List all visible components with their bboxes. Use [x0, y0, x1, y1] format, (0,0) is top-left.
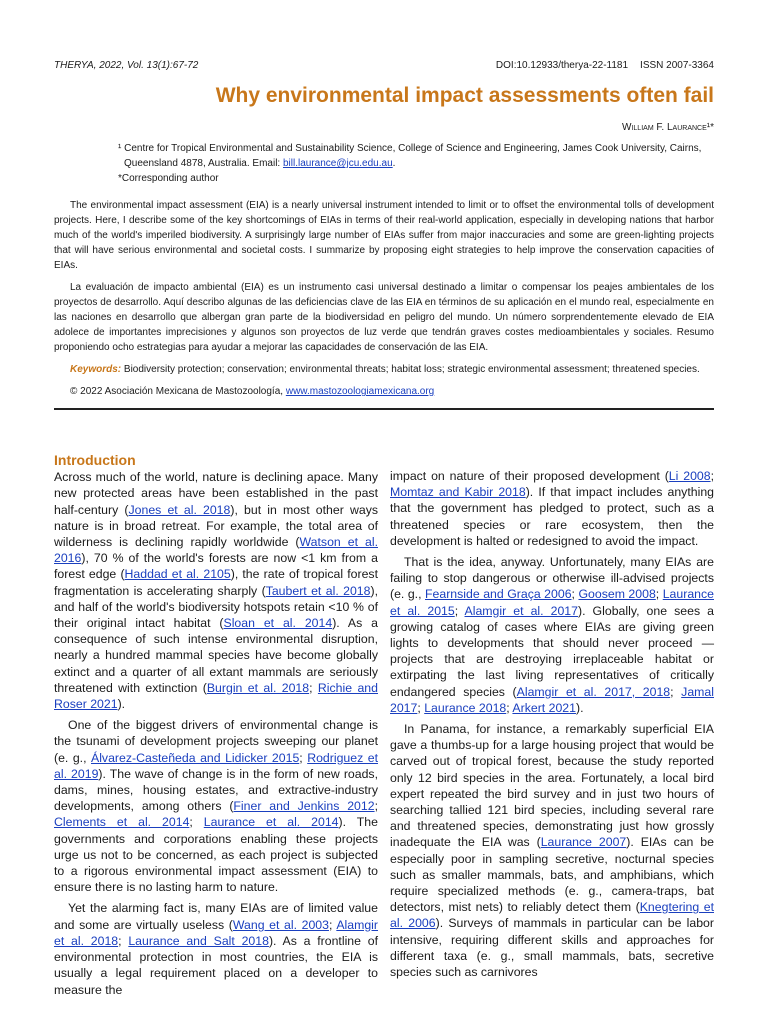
paragraph-text: ;: [670, 684, 682, 699]
citation-link[interactable]: Clements et al. 2014: [54, 815, 190, 830]
author-line: William F. Laurance¹*: [622, 122, 714, 133]
paragraph-text: ;: [189, 815, 204, 830]
citation-link[interactable]: Haddad et al. 2105: [124, 567, 231, 582]
paragraph-text: ;: [454, 603, 465, 618]
paragraph-text: ). EIAs can be especially poor in sampling secretive, nocturnal species such as smaller mammals, bats, and amphibians, which require specialized methods (e. g., camera-traps, bat detectors, mist nets) to reliably detect them (: [390, 835, 714, 915]
paragraph-text: ;: [655, 587, 663, 602]
paragraph-text: ;: [299, 750, 308, 765]
paragraph: [390, 468, 714, 549]
keywords-text: Biodiversity protection; conservation; environmental threats; habitat loss; strategic environmental assessment; threatened species.: [121, 364, 700, 375]
paragraph: [390, 721, 714, 980]
paragraph-text: Yet the alarming fact is, many EIAs are of limited value and some are virtually useless (: [54, 901, 378, 932]
citation-link[interactable]: Taubert et al. 2018: [265, 583, 371, 598]
paragraph-text: ). If that impact includes anything that the government has pledged to protect, such as a threatened species or rare ecosystem, then the development is halted or redesigned to avoid the impact.: [390, 485, 714, 548]
paragraph-text: ;: [374, 799, 378, 814]
paragraph: [390, 554, 714, 716]
keywords-label: Keywords:: [70, 364, 122, 375]
corresponding-author: *Corresponding author: [118, 173, 219, 184]
journal-citation: THERYA, 2022, Vol. 13(1):67-72: [54, 60, 199, 71]
paragraph-text: impact on nature of their proposed development (: [390, 469, 669, 483]
doi-issn: [496, 60, 714, 71]
paragraph-text: ;: [417, 700, 425, 715]
citation-link[interactable]: Watson et al. 2016: [54, 535, 378, 566]
paragraph-text: ). As a frontline of environmental protection in most countries, the EIA is usually a legal requirement placed on a developer to measure the: [54, 933, 378, 997]
keywords: [54, 362, 714, 377]
paragraph-text: ). The wave of change is in the form of new roads, dams, mines, housing estates, and extractive-industry developments, among others (: [54, 766, 378, 814]
citation-link[interactable]: Sloan et al. 2014: [223, 616, 333, 631]
issn: ISSN 2007-3364: [640, 60, 714, 71]
citation-link[interactable]: Momtaz and Kabir 2018: [390, 485, 526, 500]
paragraph-text: That is the idea, anyway. Unfortunately, many EIAs are failing to stop dangerous or otherwise ill-advised projects (e. g.,: [390, 555, 714, 602]
citation-link[interactable]: Richie and Roser 2021: [54, 680, 378, 712]
paragraph-text: ;: [118, 933, 129, 948]
paragraph-text: ). As a consequence of such intense environmental disruption, nearly a hundred mammal species have become globally extinct and a quarter of all extant mammals are seriously threatened with extinction (: [54, 616, 378, 695]
paragraph-text: ;: [710, 469, 715, 483]
affiliation-line-2: Queensland 4878, Australia. Email: bill.laurance@jcu.edu.au.: [124, 158, 396, 169]
citation-link[interactable]: Alamgir et al. 2017: [464, 603, 578, 618]
citation-link[interactable]: Burgin et al. 2018: [206, 680, 310, 695]
citation-link[interactable]: Álvarez-Casteñeda and Lidicker 2015: [91, 750, 300, 765]
citation-link[interactable]: Laurance 2007: [540, 835, 627, 850]
column-left: [54, 452, 378, 1003]
paragraph-text: ), 70 % of the world's forests are now <1 km from a forest edge (: [54, 551, 378, 582]
paragraph-text: ). Surveys of mammals in particular can be labor intensive, requiring different skills and approaches for different taxa (e. g., small mammals, bats, secretive species such as carnivores: [390, 916, 714, 980]
citation-link[interactable]: Jones et al. 2018: [128, 502, 231, 517]
section-title: Introduction: [54, 452, 136, 468]
citation-link[interactable]: Laurance and Salt 2018: [128, 933, 269, 948]
citation-link[interactable]: Arkert 2021: [512, 700, 576, 715]
paragraph-text: ).: [576, 700, 584, 715]
citation-link[interactable]: Goosem 2008: [578, 587, 656, 602]
paragraph-text: One of the biggest drivers of environmental change is the tsunami of development projects sweeping our planet (e. g.,: [54, 718, 378, 765]
citation-link[interactable]: Alamgir et al. 2018: [54, 917, 379, 948]
citation-link[interactable]: Knegtering et al. 2006: [390, 900, 714, 931]
doi: DOI:10.12933/therya-22-1181: [495, 60, 629, 71]
citation-link[interactable]: Rodriguez et al. 2019: [54, 750, 378, 781]
society-link[interactable]: www.mastozoologiamexicana.org: [285, 386, 435, 397]
header-divider: [54, 408, 714, 410]
affiliation-line-1: ¹ Centre for Tropical Environmental and Sustainability Science, College of Science and Engineering, James Cook University, Cairns,: [118, 143, 702, 154]
citation-link[interactable]: Wang et al. 2003: [232, 917, 329, 932]
paragraph: [54, 717, 378, 895]
citation-link[interactable]: Laurance et al. 2015: [390, 587, 714, 618]
citation-link[interactable]: Fearnside and Graça 2006: [425, 587, 572, 602]
citation-link[interactable]: Jamal 2017: [390, 684, 714, 715]
paragraph-text: ;: [328, 917, 337, 932]
email-link[interactable]: bill.laurance@jcu.edu.au: [282, 158, 393, 169]
citation-link[interactable]: Li 2008: [668, 469, 711, 483]
paragraph-text: In Panama, for instance, a remarkably superficial EIA gave a thumbs-up for a large housing project that would be carved out of tropical forest, because the study reported only 12 bird species in the area. Fortunately, a local bird expert repeated the bird survey and in just two hours of searching tallied 121 bird species, including several rare and threatened species, demonstrating just how grossly inadequate the EIA was (: [390, 722, 714, 850]
paragraph: [54, 900, 378, 997]
copyright: © 2022 Asociación Mexicana de Mastozoología, www.mastozoologiamexicana.org: [70, 386, 435, 397]
paragraph-text: ), and half of the world's biodiversity hotspots retain <10 % of their original intact habitat (: [54, 583, 378, 631]
citation-link[interactable]: Alamgir et al. 2017, 2018: [516, 684, 671, 699]
paragraph-text: ), but in most other ways nature is in broad retreat. For example, the total area of wilderness is declining rapidly worldwide (: [54, 502, 378, 550]
paragraph-text: ).: [117, 697, 126, 712]
abstract-english: The environmental impact assessment (EIA) is a nearly universal instrument intended to limit or to offset the environmental tolls of development projects. Here, I describe some of the key shortcomings of EIAs in terms of their real-world application, especially in developing nations that harbor much of the world's imperiled biodiversity. A surprisingly large number of EIAs suffer from major inaccuracies and some are green-lighting projects that will have serious environmental and societal costs. I summarize by proposing eight strategies to help improve the conservation capacities of EIAs.: [54, 200, 714, 271]
paragraph-text: ;: [571, 587, 579, 602]
affiliation: [118, 141, 714, 186]
paragraph: [54, 469, 378, 712]
abstract-spanish: La evaluación de impacto ambiental (EIA) es un instrumento casi universal destinado a limitar o compensar los peajes ambientales de los proyectos de desarrollo. Aquí describo algunas de las deficiencias clave de las EIA en términos de su aplicación en el mundo real, especialmente en las naciones en desarrollo que albergan gran parte de la biodiversidad en peligro del mundo. Un número sorprendentemente elevado de EIA adolece de importantes imprecisiones y algunos son proyectos de luz verde que tendrán graves costes medioambientales y sociales. Resumo proponiendo ocho estrategias para ayudar a mejorar las capacidades de conservación de las EIA.: [54, 282, 714, 353]
paragraph-text: ), the rate of tropical forest fragmentation is accelerating sharply (: [54, 567, 378, 598]
paragraph-text: ). Globally, one sees a growing catalog of cases where EIAs are giving green lights to developments that should never proceed — projects that are destroying irreplaceable habitat or extirpating the last living representatives of critically endangered species (: [390, 603, 714, 699]
citation-link[interactable]: Laurance 2018: [424, 700, 507, 715]
citation-link[interactable]: Laurance et al. 2014: [203, 815, 339, 830]
article-title: Why environmental impact assessments often fail: [215, 84, 714, 107]
abstract: [54, 198, 714, 406]
citation-link[interactable]: Finer and Jenkins 2012: [233, 799, 375, 814]
paragraph-text: ;: [309, 680, 318, 695]
paragraph-text: ;: [506, 700, 513, 715]
column-right: [390, 468, 714, 985]
paragraph-text: Across much of the world, nature is declining apace. Many new protected areas have been established in the past half-century (: [54, 470, 378, 517]
paragraph-text: ). The governments and corporations enabling these projects urge us not to be concerned, as each project is subjected to a rigorous environmental impact assessment (EIA) to ensure there is no lasting harm to nature.: [54, 815, 378, 895]
